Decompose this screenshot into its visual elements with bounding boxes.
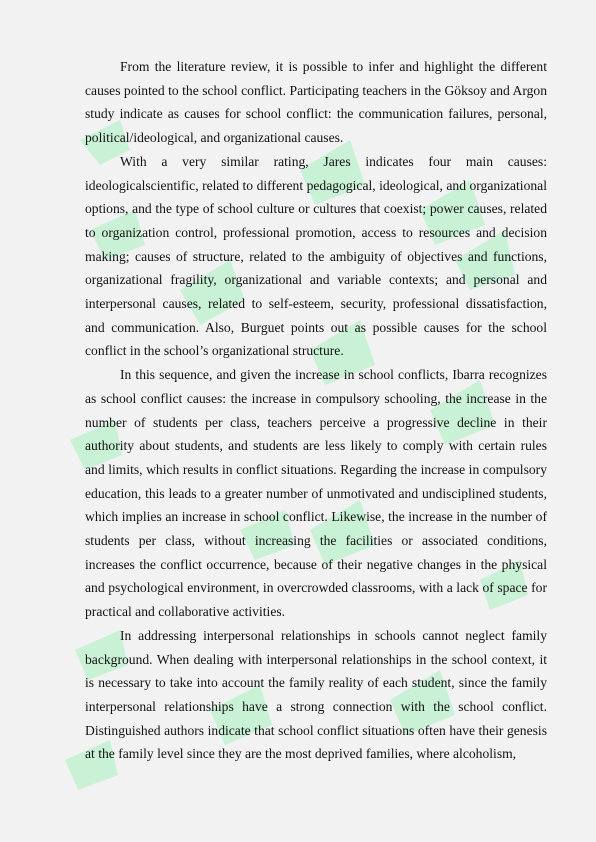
paragraph-4: In addressing interpersonal relationships in schools cannot neglect family background. When dealing with interpersonal relationships in the school context, it is necessary to take into account the family reality of each student, since the family interpersonal relationships have a strong connection with the school conflict. Distinguished authors indicate that school conflict situations often have their genesis at the family level since they are the most deprived families, where alcoholism, xyxy=(85,627,547,762)
paragraph-2: With a very similar rating, Jares indicates four main causes: ideologicalscientific, related to different pedagogical, ideological, and organizational options, and the type of school culture or cultures that coexist; power causes, related to organization control, professional promotion, access to resources and decision making; causes of structure, related to the ambiguity of objectives and functions, organizational fragility, organizational and variable contexts; and personal and interpersonal causes, related to self-esteem, security, professional dissatisfaction, and communication. Also, Burguet points out as possible causes for the school conflict in the school’s organizational structure. xyxy=(85,153,547,359)
paragraph-1: From the literature review, it is possible to infer and highlight the different causes pointed to the school conflict. Participating teachers in the Göksoy and Argon study indicate as causes for school conflict: the communication failures, personal, political/ideological, and organizational causes. xyxy=(85,59,547,146)
document-body xyxy=(85,55,547,766)
paragraph-3: In this sequence, and given the increase in school conflicts, Ibarra recognizes as school conflict causes: the increase in compulsory schooling, the increase in the number of students per class, teachers perceive a progressive decline in their authority about students, and students are less likely to comply with certain rules and limits, which results in conflict situations. Regarding the increase in compulsory education, this leads to a greater number of unmotivated and undisciplined students, which implies an increase in school conflict. Likewise, the increase in the number of students per class, without increasing the facilities or associated conditions, increases the conflict occurrence, because of their negative changes in the physical and psychological environment, in overcrowded classrooms, with a lack of space for practical and collaborative activities. xyxy=(85,367,547,620)
